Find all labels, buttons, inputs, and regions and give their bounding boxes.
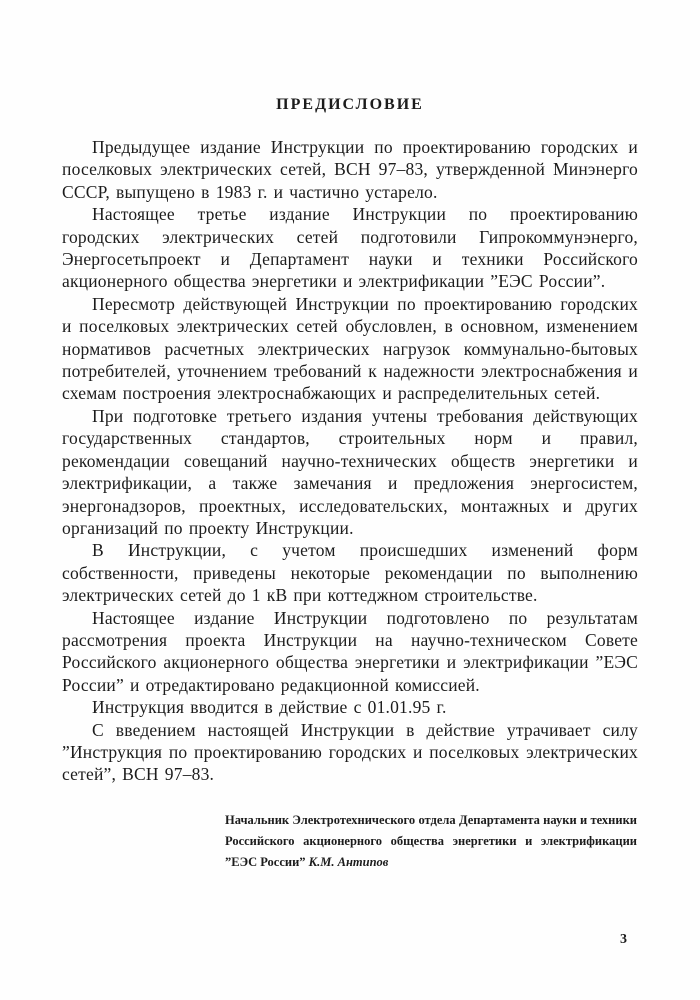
- paragraph: Предыдущее издание Инструкции по проектированию городских и поселковых электрических сетей, ВСН 97–83, утвержденной Минэнерго СССР, выпущено в 1983 г. и частично устарело.: [62, 137, 638, 202]
- text-block: [62, 96, 638, 873]
- paragraph: При подготовке третьего издания учтены требования действующих государственных стандартов, строительных норм и правил, рекомендации совещаний научно-технических обществ энергетики и электрификации, а также замечания и предложения энергосистем, энергонадзоров, проектных, исследовательских, монтажных и других организаций по проекту Инструкции.: [62, 405, 638, 538]
- paragraph: Пересмотр действующей Инструкции по проектированию городских и поселковых электрических сетей обусловлен, в основном, изменением нормативов расчетных электрических нагрузок коммунально-бытовых потребителей, уточнением требований к надежности электроснабжения и схемам построения электроснабжающих и распределительных сетей.: [62, 293, 638, 404]
- signature-block: [225, 810, 637, 873]
- paragraph: Инструкция вводится в действие с 01.01.95 г.: [92, 697, 447, 718]
- paragraph: В Инструкции, с учетом происшедших изменений форм собственности, приведены некоторые рекомендации по выполнению электрических сетей до 1 кВ при коттеджном строительстве.: [62, 540, 638, 606]
- page-number: 3: [620, 932, 627, 947]
- page-title: ПРЕДИСЛОВИЕ: [276, 96, 424, 113]
- paragraph: С введением настоящей Инструкции в действие утрачивает силу ”Инструкция по проектированию городских и поселковых электрических сетей”, ВСН 97–83.: [62, 719, 638, 785]
- signature-name: К.М. Антипов: [308, 854, 389, 869]
- paragraph: Настоящее третье издание Инструкции по проектированию городских электрических сетей подготовили Гипрокоммунэнерго, Энергосетьпроект и Департамент науки и техники Российского акционерного общества энергетики и электрификации ”ЕЭС России”.: [62, 204, 638, 292]
- paragraph: Настоящее издание Инструкции подготовлено по результатам рассмотрения проекта Инструкции на научно-техническом Совете Российского акционерного общества энергетики и электрификации ”ЕЭС России” и отредактировано редакционной комиссией.: [62, 607, 638, 695]
- signature-role: Начальник Электротехнического отдела Департамента науки и техники Российского акционерного общества энергетики и электрификации ”ЕЭС России”: [225, 812, 637, 869]
